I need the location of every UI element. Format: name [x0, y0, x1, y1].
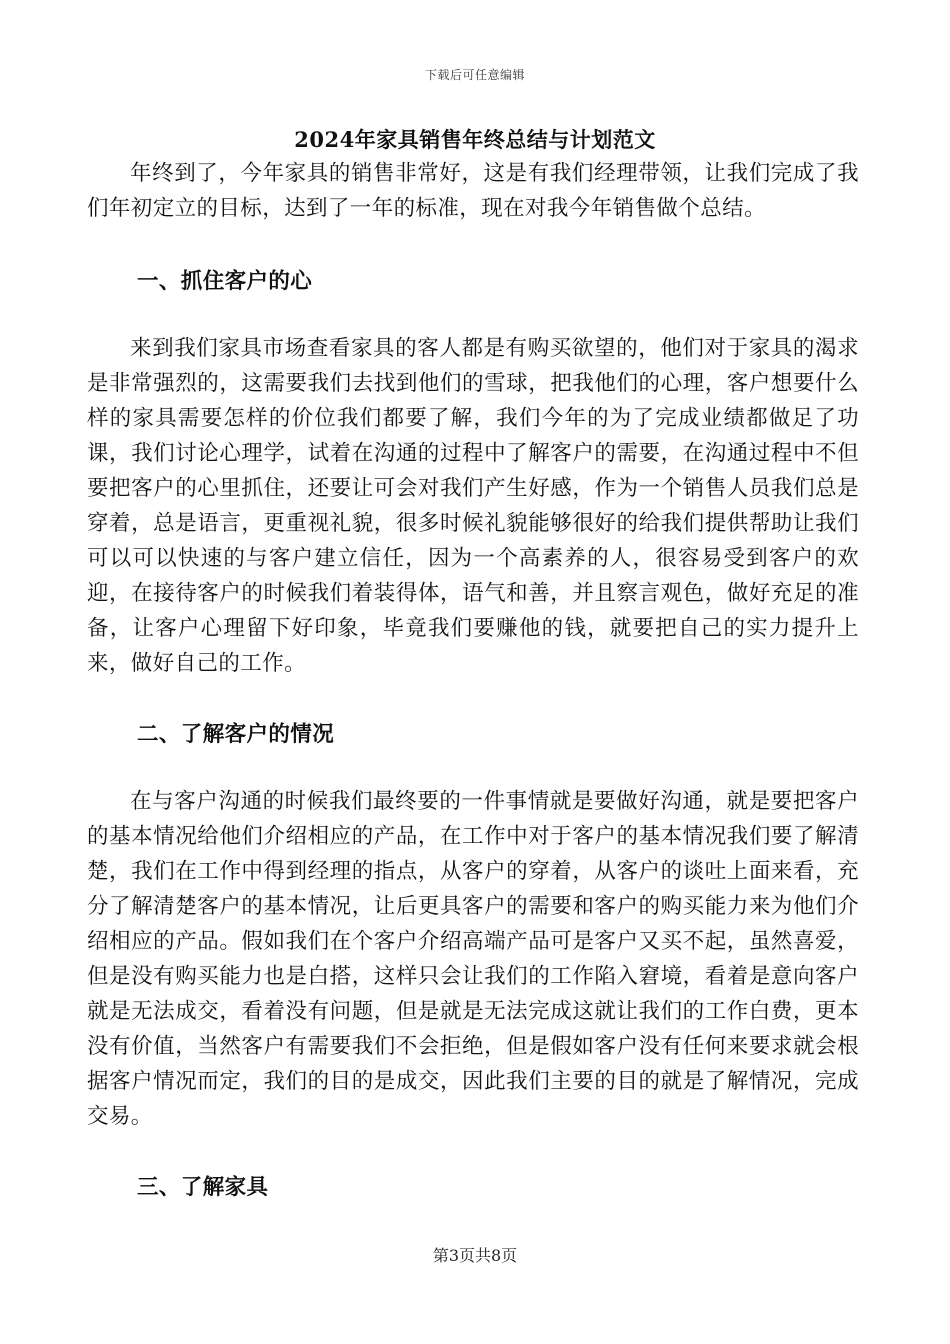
section-heading-2: 二、了解客户的情况 [137, 722, 335, 747]
section-paragraph-1: 来到我们家具市场查看家具的客人都是有购买欲望的，他们对于家具的渴求是非常强烈的，这需要我们去找到他们的雪球，把我他们的心理，客户想要什么样的家具需要怎样的价位我们都要了解，我们今年的为了完成业绩都做足了功课，我们讨论心理学，试着在沟通的过程中了解客户的需要，在沟通过程中不但要把客户的心里抓住，还要让可会对我们产生好感，作为一个销售人员我们总是穿着，总是语言，更重视礼貌，很多时候礼貌能够很好的给我们提供帮助让我们可以可以快速的与客户建立信任，因为一个高素养的人，很容易受到客户的欢迎，在接待客户的时候我们着装得体，语气和善，并且察言观色，做好充足的准备，让客户心理留下好印象，毕竟我们要赚他的钱，就要把自己的实力提升上来，做好自己的工作。 [87, 336, 859, 676]
section-heading-1: 一、抓住客户的心 [137, 269, 313, 294]
header-note: 下载后可任意编辑 [424, 68, 525, 82]
document-body [87, 156, 859, 1205]
intro-paragraph: 年终到了，今年家具的销售非常好，这是有我们经理带领，让我们完成了我们年初定立的目标，达到了一年的标准，现在对我今年销售做个总结。 [87, 161, 859, 221]
section-heading-3: 三、了解家具 [137, 1175, 269, 1200]
page-number: 第3页共8页 [432, 1246, 518, 1265]
document-title: 2024年家具销售年终总结与计划范文 [294, 127, 656, 152]
section-paragraph-2: 在与客户沟通的时候我们最终要的一件事情就是要做好沟通，就是要把客户的基本情况给他们介绍相应的产品，在工作中对于客户的基本情况我们要了解清楚，我们在工作中得到经理的指点，从客户的穿着，从客户的谈吐上面来看，充分了解清楚客户的基本情况，让后更具客户的需要和客户的购买能力来为他们介绍相应的产品。假如我们在个客户介绍高端产品可是客户又买不起，虽然喜爱，但是没有购买能力也是白搭，这样只会让我们的工作陷入窘境，看着是意向客户就是无法成交，看着没有问题，但是就是无法完成这就让我们的工作白费，更本没有价值，当然客户有需要我们不会拒绝，但是假如客户没有任何来要求就会根据客户情况而定，我们的目的是成交，因此我们主要的目的就是了解情况，完成交易。 [87, 789, 859, 1129]
